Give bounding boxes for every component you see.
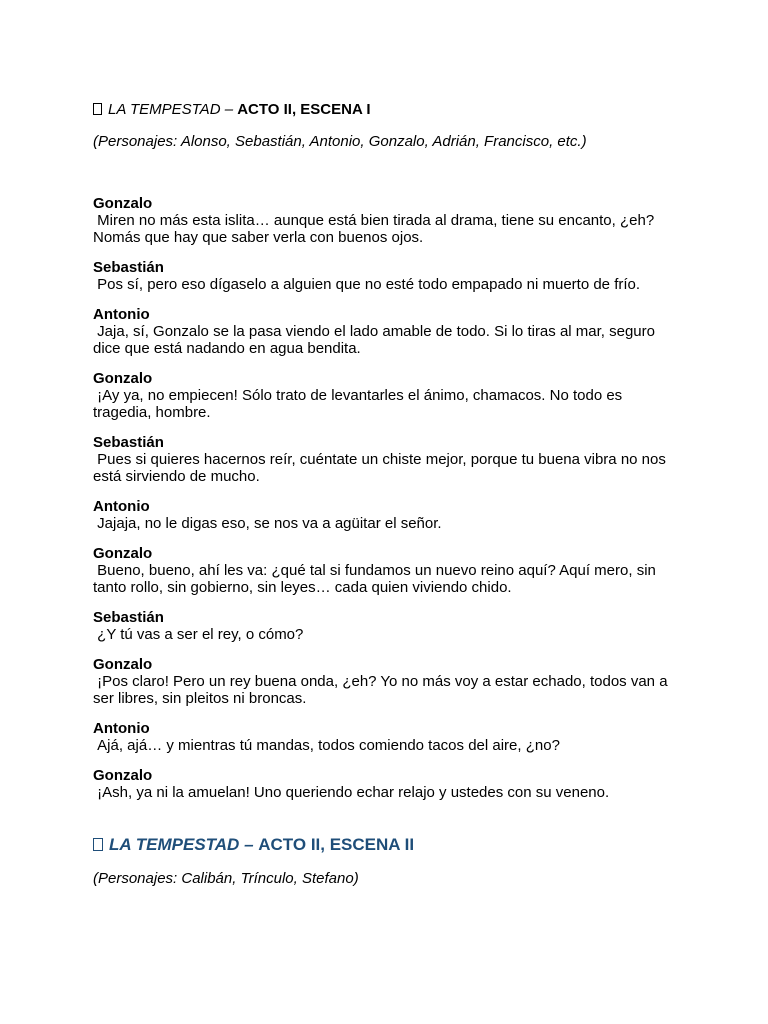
speech-line: Ajá, ajá… y mientras tú mandas, todos comiendo tacos del aire, ¿no? [93,737,560,754]
speech-block [93,720,683,754]
act-scene-label: ACTO II, ESCENA II [258,835,415,854]
speech-line: Pues si quieres hacernos reír, cuéntate un chiste mejor, porque tu buena vibra no nos está sirviendo de mucho. [93,451,671,485]
title-dash: – [220,101,238,118]
scene-2-cast: (Personajes: Calibán, Trínculo, Stefano) [93,870,359,887]
speech-block [93,370,683,421]
play-title: LA TEMPESTAD [109,835,240,854]
speaker-name: Gonzalo [93,767,153,784]
speaker-name: Sebastián [93,259,164,276]
speaker-name: Antonio [93,306,150,323]
speaker-name: Gonzalo [93,656,153,673]
speaker-name: Gonzalo [93,545,153,562]
speech-block [93,259,683,293]
speaker-name: Sebastián [93,434,164,451]
title-dash: – [239,835,259,854]
play-title: LA TEMPESTAD [108,101,221,118]
speech-block [93,767,683,801]
speech-line: ¿Y tú vas a ser el rey, o cómo? [93,626,304,643]
missing-glyph-icon [93,838,103,851]
speaker-name: Gonzalo [93,370,153,387]
speech-line: Miren no más esta islita… aunque está bien tirada al drama, tiene su encanto, ¿eh? Nomás que hay que saber verla con buenos ojos. [93,212,659,246]
scene-2-section [93,835,683,888]
speech-block [93,195,683,246]
scene-1-cast: (Personajes: Alonso, Sebastián, Antonio, Gonzalo, Adrián, Francisco, etc.) [93,133,587,150]
speaker-name: Antonio [93,498,150,515]
speech-block [93,609,683,643]
scene-1-heading [93,101,683,119]
speech-line: Pos sí, pero eso dígaselo a alguien que no esté todo empapado ni muerto de frío. [93,276,641,293]
speech-line: ¡Pos claro! Pero un rey buena onda, ¿eh? Yo no más voy a estar echado, todos van a ser libres, sin pleitos ni broncas. [93,673,672,707]
document-page [93,101,683,888]
scene-2-heading [93,835,683,855]
speaker-name: Gonzalo [93,195,153,212]
speech-block [93,545,683,596]
speaker-name: Antonio [93,720,150,737]
speech-line: ¡Ash, ya ni la amuelan! Uno queriendo echar relajo y ustedes con su veneno. [93,784,610,801]
speech-line: Jajaja, no le digas eso, se nos va a agüitar el señor. [93,515,442,532]
speech-block [93,656,683,707]
speech-block [93,434,683,485]
speech-line: Jaja, sí, Gonzalo se la pasa viendo el lado amable de todo. Si lo tiras al mar, seguro dice que está nadando en agua bendita. [93,323,660,357]
act-scene-label: ACTO II, ESCENA I [237,101,371,118]
missing-glyph-icon [93,103,102,115]
speech-line: Bueno, bueno, ahí les va: ¿qué tal si fundamos un nuevo reino aquí? Aquí mero, sin tanto rollo, sin gobierno, sin leyes… cada quien viviendo chido. [93,562,661,596]
speech-line: ¡Ay ya, no empiecen! Sólo trato de levantarles el ánimo, chamacos. No todo es tragedia, hombre. [93,387,627,421]
speech-block [93,306,683,357]
speech-block [93,498,683,532]
scene-1-dialogue [93,195,683,801]
speaker-name: Sebastián [93,609,164,626]
